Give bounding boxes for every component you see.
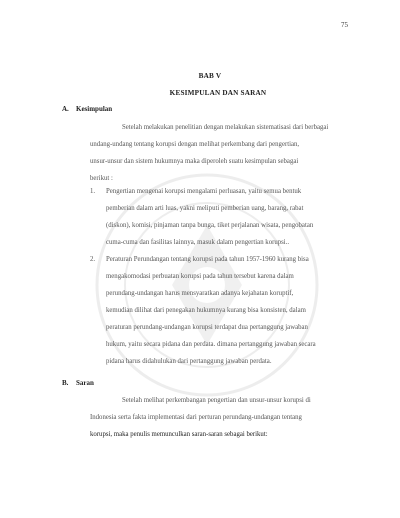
- section-a-intro: [90, 119, 340, 187]
- item-line: pidana harus didahulukan dari pertanggung jawaban perdata.: [106, 358, 272, 365]
- item-line: mengakomodasi perbuatan korupsi pada tahun tersebut karena dalam: [106, 273, 294, 280]
- chapter-title: KESIMPULAN DAN SARAN: [169, 89, 267, 97]
- list-item: [90, 183, 340, 251]
- intro-line: berikut :: [90, 175, 113, 182]
- saran-line: Setelah melihat perkembangan pengertian dan unsur-unsur korupsi di: [122, 397, 311, 404]
- conclusion-list: [90, 183, 340, 370]
- item-line: kemudian dilihat dari penegakan hukumnya kurang bisa konsisten, dalam: [106, 307, 306, 314]
- section-a-title: Kesimpulan: [76, 105, 113, 113]
- section-a-heading: [62, 105, 112, 113]
- item-line: Peraturan Perundangan tentang korupsi pada tahun 1957-1960 kurang bisa: [106, 256, 309, 263]
- intro-line: undang-undang tentang korupsi dengan melihat perkembang dari pengertian,: [90, 141, 300, 148]
- item-line: hukum, yaitu secara pidana dan perdata. dimana pertanggung jawaban secara: [106, 341, 316, 348]
- item-line: peraturan perundang-undangan korupsi terdapat dua pertanggung jawaban: [106, 324, 308, 331]
- section-b-label: B.: [62, 379, 69, 387]
- page-number: 75: [341, 21, 348, 29]
- item-line: (diskon), komisi, pinjaman tanpa bunga, tiket perjalanan wisata, pengobatan: [106, 222, 314, 229]
- intro-line: unsur-unsur dan sistem hukumnya maka diperoleh suatu kesimpulan sebagai: [90, 158, 299, 165]
- saran-line: korupsi, maka penulis memunculkan saran-saran sebagai berikut:: [90, 431, 268, 438]
- item-line: pemberian dalam arti luas, yakni meliputi pemberian uang, barang, rabat: [106, 205, 304, 212]
- list-marker: 2.: [90, 256, 96, 263]
- list-marker: 1.: [90, 188, 96, 195]
- section-b-title: Saran: [76, 379, 94, 387]
- section-b-heading: [62, 379, 94, 387]
- item-line: cuma-cuma dan fasilitas lainnya, masuk dalam pengertian korupsi..: [106, 239, 290, 246]
- section-a-label: A.: [62, 105, 69, 113]
- saran-line: Indonesia serta fakta implementasi dari perturan perundang-undangan tentang: [90, 414, 302, 421]
- list-item: [90, 251, 340, 370]
- chapter-label: BAB V: [198, 72, 222, 80]
- item-line: perundang-undangan harus mensyaratkan adanya kejahatan koruptif,: [106, 290, 294, 297]
- section-b-paragraph: [90, 392, 340, 443]
- item-line: Pengertian mengenai korupsi mengalami perluasan, yaitu semua bentuk: [106, 188, 302, 195]
- intro-line: Setelah melakukan penelitian dengan melakukan sistematisasi dari berbagai: [122, 124, 329, 131]
